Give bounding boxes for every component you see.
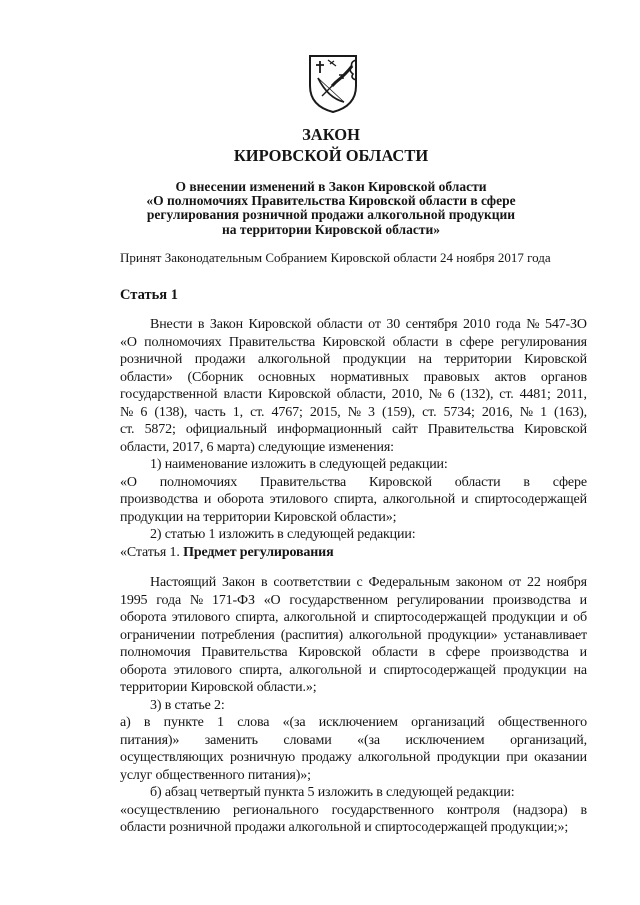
text-word: 5734;: [443, 404, 475, 420]
text-word: 547-ЗО: [544, 317, 587, 332]
text-word: (распития): [280, 627, 344, 643]
text-word: общественного: [497, 715, 587, 730]
text-word: исключением: [405, 732, 485, 748]
text-word: а): [120, 715, 131, 730]
text-line: б) абзац четвертый пункта 5 изложить в следующей редакции:: [150, 785, 515, 800]
text-word: спирта,: [333, 492, 377, 507]
text-word: информационный: [277, 422, 382, 437]
text-word: осуществляющих: [120, 750, 224, 765]
text-word: устанавливает: [503, 627, 587, 643]
text-word: словами: [283, 732, 332, 748]
text-word: органов: [540, 369, 587, 385]
text-word: Правительства: [201, 645, 288, 660]
text-line: 3) в статье 2:: [150, 697, 225, 713]
text-word: основных: [258, 369, 316, 385]
text-word: 1: [540, 404, 547, 420]
text-word: 3: [368, 404, 375, 420]
subtitle-line: на территории Кировской области»: [221, 221, 441, 237]
text-word: 171-ФЗ: [211, 592, 255, 608]
text-word: государственной: [120, 387, 218, 402]
text-line: 2) статью 1 изложить в следующей редакции:: [150, 527, 416, 542]
text-word: розничной: [120, 352, 183, 367]
text-word: законом: [455, 575, 503, 590]
text-word: области: [392, 334, 439, 350]
text-word: полномочия: [120, 645, 191, 660]
text-word: и: [461, 492, 469, 507]
text-word: и: [579, 645, 587, 660]
article-heading: Статья 1: [120, 287, 178, 303]
text-word: сайт: [391, 422, 418, 437]
text-line: [120, 351, 587, 369]
text-word: слова: [237, 715, 270, 730]
text-word: Правительства: [228, 334, 316, 350]
text-word: «О: [263, 592, 281, 608]
text-word: в: [143, 715, 151, 730]
adoption-note: Принят Законодательным Собранием Кировской области 24 ноября 2017 года: [120, 250, 551, 265]
text-word: (159),: [382, 404, 415, 420]
text-word: правовых: [423, 369, 480, 385]
text-word: «(за: [357, 732, 380, 748]
text-word: продажу: [301, 750, 352, 765]
paragraph-block-1: [120, 316, 587, 561]
text-word: сфере: [445, 645, 481, 660]
text-word: (138),: [154, 404, 188, 420]
subtitle-line: О внесении изменений в Закон Кировской области: [175, 179, 487, 194]
text-word: 4767;: [271, 404, 303, 420]
text-word: алкогольной: [257, 352, 331, 367]
text-line: [120, 404, 587, 422]
text-word: 5872;: [144, 422, 176, 437]
text-word: продукции: [342, 352, 406, 367]
text-word: 2011,: [556, 387, 587, 402]
text-word: Кировской: [267, 387, 331, 402]
text-line: [120, 644, 587, 662]
text-word: области: [316, 317, 363, 332]
text-word: на: [418, 352, 432, 367]
document-subtitle: [120, 180, 542, 237]
subtitle-line: регулирования розничной продажи алкогольной продукции: [146, 207, 516, 223]
text-word: продукции: [491, 610, 556, 625]
text-word: «(за: [282, 715, 306, 730]
text-word: №: [347, 404, 361, 420]
text-word: Кировской: [298, 645, 362, 660]
text-word: ограничении: [120, 627, 196, 643]
text-word: 1: [217, 715, 224, 730]
text-line: [120, 592, 587, 610]
text-word: с: [356, 575, 363, 590]
text-word: государственном: [289, 592, 389, 608]
text-word: Правительства: [259, 474, 347, 490]
text-word: в: [580, 802, 587, 818]
text-word: Кировской: [369, 474, 432, 490]
text-word: №: [519, 404, 533, 420]
text-line: [120, 627, 587, 645]
text-word: ст.: [250, 404, 265, 420]
text-word: на: [573, 662, 587, 678]
text-word: сфере: [459, 334, 494, 350]
text-line: области, 2017, 6 марта) следующие изменения:: [120, 439, 394, 455]
text-line: [120, 609, 587, 627]
text-word: 2016,: [481, 404, 513, 420]
text-word: и: [579, 592, 587, 608]
text-word: 22: [527, 575, 541, 590]
text-word: Правительства: [427, 422, 514, 437]
text-line: области розничной продажи алкогольной и спиртосодержащей продукции;»;: [120, 820, 569, 835]
text-word: №: [120, 404, 134, 420]
text-word: алкогольной: [349, 627, 422, 643]
text-word: об: [573, 610, 587, 625]
text-word: 2010: [462, 317, 491, 332]
text-word: производства: [490, 645, 569, 660]
text-word: области»: [120, 369, 173, 385]
text-word: области,: [336, 387, 386, 402]
text-word: актов: [494, 369, 527, 385]
text-word: этилового: [173, 662, 232, 678]
text-word: «О: [120, 334, 137, 350]
text-word: спирта,: [239, 662, 283, 678]
text-word: соответствии: [273, 575, 351, 590]
text-line: [120, 802, 587, 820]
text-word: алкогольной: [289, 662, 362, 678]
text-word: государственного: [331, 802, 434, 818]
text-word: официальный: [185, 422, 267, 437]
text-word: спиртосодержащей: [474, 492, 587, 507]
title-line-region: КИРОВСКОЙ ОБЛАСТИ: [233, 146, 429, 165]
text-line: [120, 749, 587, 767]
text-line: 1) наименование изложить в следующей редакции:: [150, 457, 448, 472]
text-word: 6: [140, 404, 148, 420]
text-word: регионального: [233, 802, 319, 818]
title-line-law: ЗАКОН: [302, 125, 360, 144]
text-line: территории Кировской области.»;: [120, 680, 317, 695]
text-word: ст.: [499, 387, 514, 402]
text-word: регулировании: [396, 592, 484, 608]
text-word: организаций,: [510, 732, 587, 748]
text-line: [120, 421, 587, 439]
text-word: (надзора): [512, 802, 568, 818]
quoted-heading-title: Предмет регулирования: [183, 544, 334, 560]
text-line: [120, 491, 587, 509]
text-word: спиртосодержащей: [374, 610, 487, 625]
text-word: в: [523, 474, 530, 490]
text-word: №: [526, 317, 540, 332]
text-word: регулирования: [501, 334, 587, 350]
text-word: производства: [120, 492, 198, 507]
text-line: [120, 316, 587, 334]
text-word: ноября: [546, 575, 587, 590]
text-word: Кировской: [524, 422, 587, 437]
text-word: розничную: [229, 750, 296, 765]
text-line: [120, 474, 587, 492]
text-word: (Сборник: [187, 369, 244, 385]
text-word: полномочиях: [159, 474, 238, 490]
text-word: продукции: [503, 662, 567, 678]
text-word: питания)»: [120, 732, 180, 748]
text-word: от: [508, 575, 522, 590]
text-word: пункте: [163, 715, 204, 730]
text-word: власти: [223, 387, 263, 402]
text-line: услуг общественного питания)»;: [120, 767, 311, 783]
text-word: (132),: [460, 387, 494, 402]
text-word: сфере: [552, 474, 587, 490]
text-word: 1995: [120, 592, 148, 608]
text-word: Кировской: [248, 317, 312, 332]
quoted-article-heading: [120, 544, 587, 562]
text-line: [120, 574, 587, 592]
text-word: алкогольной: [357, 750, 431, 765]
text-word: от: [368, 317, 381, 332]
paragraph-block-2: [120, 574, 587, 837]
text-word: в: [260, 575, 268, 590]
text-word: и: [203, 492, 212, 507]
text-word: Кировской: [322, 334, 386, 350]
text-word: алкогольной: [283, 610, 357, 625]
text-word: Закон: [221, 575, 256, 590]
text-word: года: [495, 317, 521, 332]
text-word: (163),: [554, 404, 587, 420]
text-word: 1,: [232, 404, 243, 420]
text-word: при: [506, 750, 528, 765]
text-line: [120, 369, 587, 387]
text-word: №: [428, 387, 442, 402]
text-line: [120, 714, 587, 732]
text-word: этилового: [171, 610, 230, 625]
text-word: организаций: [411, 715, 485, 730]
text-word: 4481;: [519, 387, 551, 402]
text-word: алкогольной: [382, 492, 456, 507]
text-word: и: [368, 662, 377, 678]
text-word: этилового: [269, 492, 328, 507]
text-word: Закон: [209, 317, 243, 332]
text-word: 2015,: [309, 404, 341, 420]
text-word: области: [372, 645, 418, 660]
text-word: часть: [194, 404, 226, 420]
document-title: [120, 124, 542, 166]
text-word: в: [445, 334, 453, 350]
text-line: продукции на территории Кировской области»;: [120, 509, 397, 525]
text-line: [120, 334, 587, 352]
text-line: [120, 386, 587, 404]
text-word: оказании: [534, 750, 587, 765]
text-word: года: [156, 592, 182, 608]
text-word: исключением: [318, 715, 398, 730]
text-word: Внести: [150, 317, 193, 332]
text-word: оборота: [120, 662, 167, 678]
quoted-heading-prefix: «Статья 1.: [120, 544, 184, 560]
text-word: «осуществлению: [120, 802, 221, 818]
text-word: «О: [120, 474, 137, 490]
text-word: продукции»: [427, 627, 498, 643]
text-word: нормативных: [330, 369, 409, 385]
text-word: Кировской: [524, 352, 587, 367]
text-word: ст.: [120, 422, 135, 437]
text-word: территории: [444, 352, 512, 367]
text-word: и: [560, 610, 568, 625]
text-word: Настоящий: [150, 575, 217, 590]
text-word: в: [428, 645, 436, 660]
text-word: полномочиях: [144, 334, 222, 350]
text-word: сентября: [405, 317, 458, 332]
text-word: и: [361, 610, 369, 625]
text-word: контроля: [446, 802, 500, 818]
text-line: [120, 732, 587, 750]
text-word: ст.: [422, 404, 437, 420]
text-word: заменить: [204, 732, 258, 748]
text-word: потребления: [201, 627, 275, 643]
text-word: 2010,: [391, 387, 423, 402]
coat-of-arms-icon: [306, 52, 360, 114]
text-word: Федеральным: [368, 575, 450, 590]
text-line: [120, 662, 587, 680]
text-word: в: [197, 317, 205, 332]
text-word: 30: [386, 317, 401, 332]
text-word: №: [189, 592, 204, 608]
text-word: 6: [447, 387, 455, 402]
subtitle-line: «О полномочиях Правительства Кировской области в сфере: [146, 193, 516, 209]
text-word: спиртосодержащей: [383, 662, 496, 678]
text-word: производства: [492, 592, 571, 608]
text-word: продажи: [194, 352, 246, 367]
text-word: области: [454, 474, 501, 490]
text-word: оборота: [217, 492, 264, 507]
text-word: продукции: [436, 750, 500, 765]
text-word: спирта,: [235, 610, 279, 625]
text-word: оборота: [120, 610, 167, 625]
